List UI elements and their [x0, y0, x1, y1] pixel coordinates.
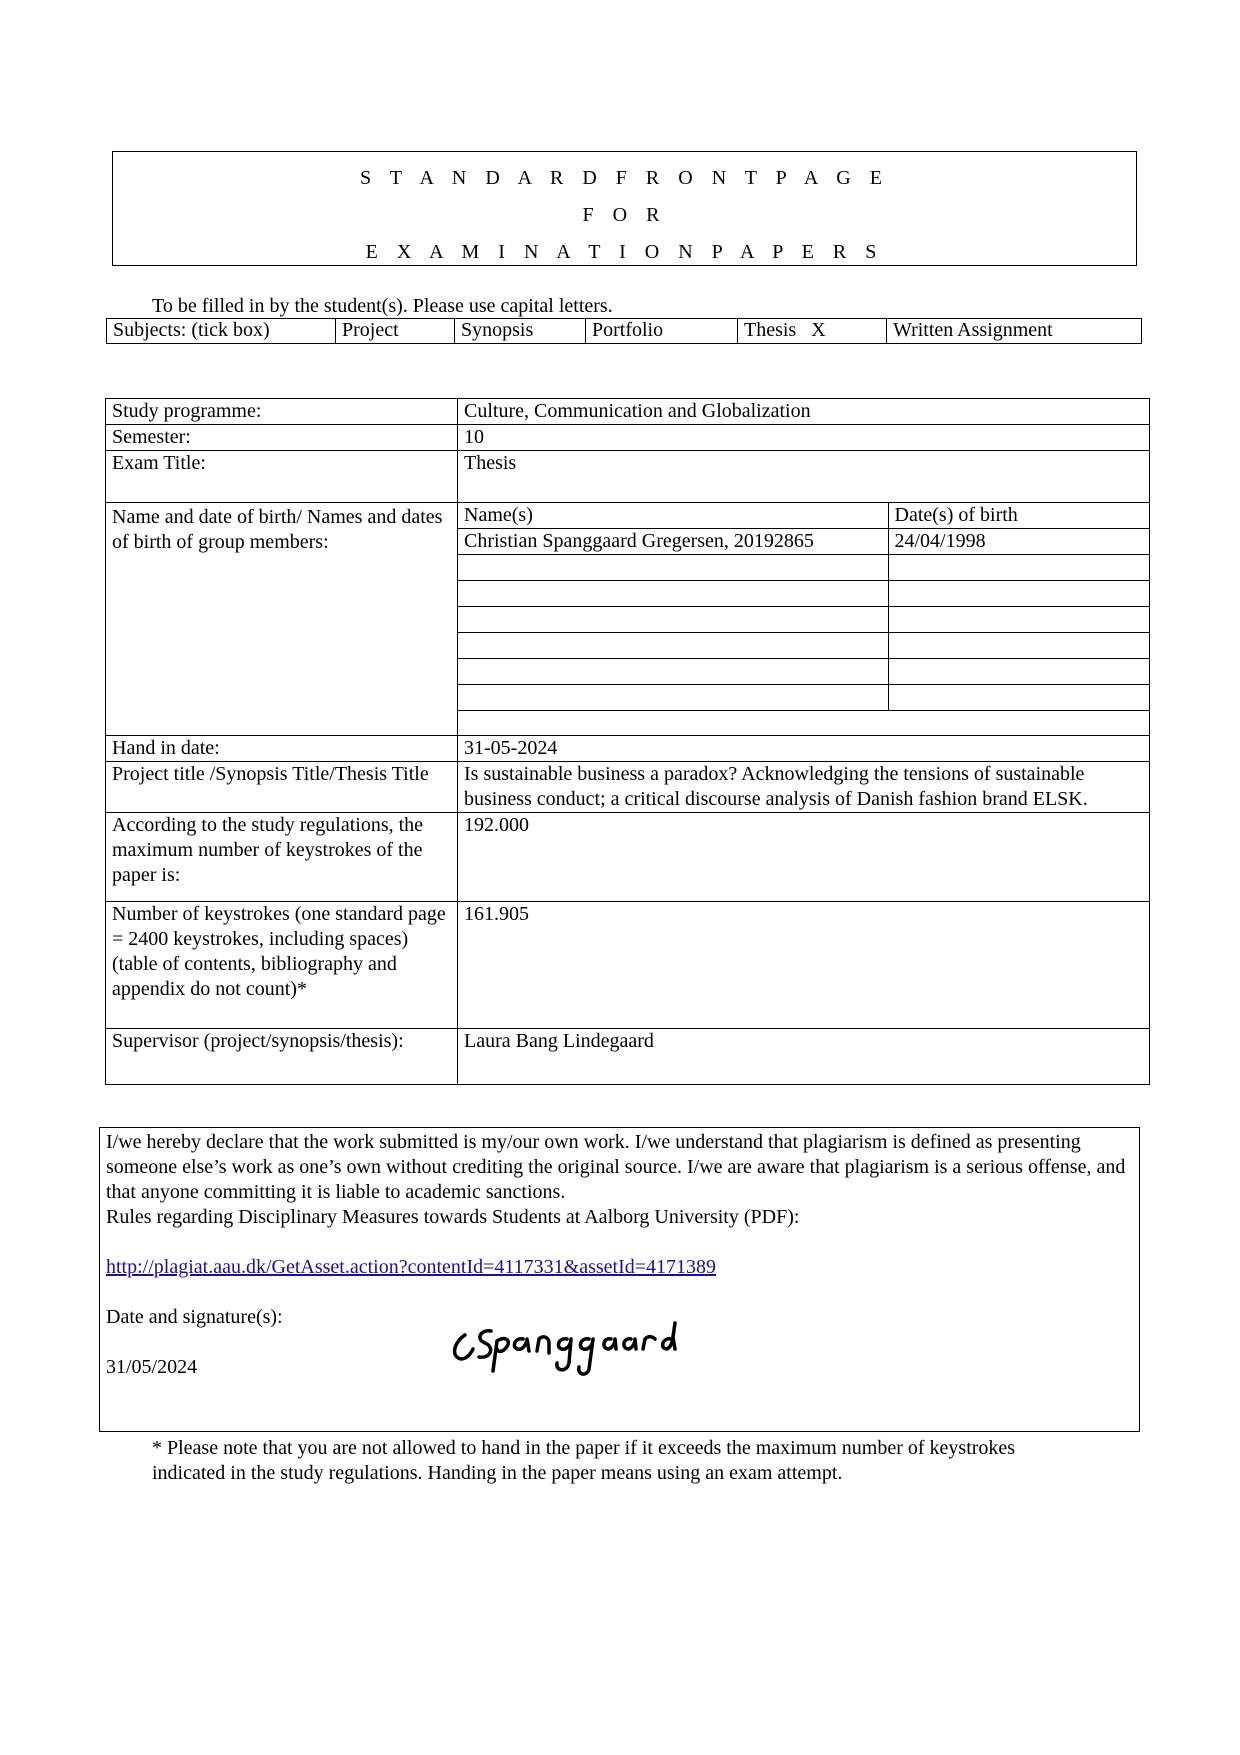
max-keystrokes-value[interactable]: 192.000 — [458, 813, 1150, 902]
max-keystrokes-label: According to the study regulations, the maximum number of keystrokes of the paper is: — [106, 813, 458, 902]
declaration-text: I/we hereby declare that the work submitted is my/our own work. I/we understand that plagiarism is defined as presenting someone else’s work as one’s own without crediting the original source. I/we are aware that plagiarism is a serious offense, and that anyone committing it is liable to academic sanctions. — [106, 1131, 1126, 1203]
declaration-box — [99, 1127, 1140, 1432]
subject-portfolio[interactable]: Portfolio — [586, 319, 738, 344]
member-name[interactable]: Christian Spanggaard Gregersen, 20192865 — [458, 529, 888, 555]
member-dob-empty[interactable] — [888, 555, 1149, 581]
header-line-2: F O R — [582, 204, 667, 226]
frontpage-header — [112, 151, 1137, 266]
semester-label: Semester: — [106, 425, 458, 451]
study-programme-value[interactable]: Culture, Communication and Globalization — [458, 399, 1150, 425]
instructions: To be filled in by the student(s). Please use capital letters. — [152, 295, 613, 317]
member-dob-empty[interactable] — [888, 607, 1149, 633]
exam-title-label: Exam Title: — [106, 451, 458, 503]
subjects-table — [106, 318, 1142, 344]
member-name-empty[interactable] — [458, 581, 888, 607]
members-spacer — [458, 711, 1149, 736]
member-dob-empty[interactable] — [888, 659, 1149, 685]
keystrokes-label: Number of keystrokes (one standard page = 2400 keystrokes, including spaces) (table of contents, bibliography and appendix do not count)* — [106, 902, 458, 1029]
subject-written-assignment[interactable]: Written Assignment — [887, 319, 1142, 344]
subjects-label: Subjects: (tick box) — [107, 319, 336, 344]
hand-in-label: Hand in date: — [106, 736, 458, 762]
footnote: * Please note that you are not allowed to hand in the paper if it exceeds the maximum number of keystrokes indicated in the study regulations. Handing in the paper means using an exam attempt. — [152, 1437, 1016, 1484]
names-col-header: Name(s) — [458, 503, 888, 529]
member-dob-empty[interactable] — [888, 633, 1149, 659]
rules-link[interactable]: http://plagiat.aau.dk/GetAsset.action?contentId=4117331&assetId=4171389 — [106, 1256, 717, 1278]
study-programme-label: Study programme: — [106, 399, 458, 425]
semester-value[interactable]: 10 — [458, 425, 1150, 451]
keystrokes-value[interactable]: 161.905 — [458, 902, 1150, 1029]
names-label: Name and date of birth/ Names and dates of birth of group members: — [106, 503, 458, 736]
exam-form-table — [105, 398, 1150, 1085]
member-name-empty[interactable] — [458, 685, 888, 711]
members-table — [458, 503, 1149, 735]
exam-title-value[interactable]: Thesis — [458, 451, 1150, 503]
member-dob-empty[interactable] — [888, 685, 1149, 711]
member-dob[interactable]: 24/04/1998 — [888, 529, 1149, 555]
supervisor-label: Supervisor (project/synopsis/thesis): — [106, 1029, 458, 1085]
supervisor-value[interactable]: Laura Bang Lindegaard — [458, 1029, 1150, 1085]
title-label: Project title /Synopsis Title/Thesis Title — [106, 762, 458, 813]
hand-in-value[interactable]: 31-05-2024 — [458, 736, 1150, 762]
rules-text: Rules regarding Disciplinary Measures towards Students at Aalborg University (PDF): — [106, 1206, 800, 1228]
member-name-empty[interactable] — [458, 659, 888, 685]
signature-image — [445, 1313, 685, 1383]
header-line-3: E X A M I N A T I O N P A P E R S — [365, 241, 884, 263]
signature-date: 31/05/2024 — [106, 1356, 198, 1378]
header-line-1: S T A N D A R D F R O N T P A G E — [360, 167, 889, 189]
title-value[interactable]: Is sustainable business a paradox? Acknowledging the tensions of sustainable business conduct; a critical discourse analysis of Danish fashion brand ELSK. — [458, 762, 1150, 813]
member-name-empty[interactable] — [458, 555, 888, 581]
members-cell — [458, 503, 1150, 736]
subject-synopsis[interactable]: Synopsis — [455, 319, 586, 344]
signature-label: Date and signature(s): — [106, 1306, 283, 1328]
subject-thesis[interactable]: Thesis X — [738, 319, 887, 344]
member-dob-empty[interactable] — [888, 581, 1149, 607]
subject-project[interactable]: Project — [336, 319, 455, 344]
member-name-empty[interactable] — [458, 633, 888, 659]
dob-col-header: Date(s) of birth — [888, 503, 1149, 529]
member-name-empty[interactable] — [458, 607, 888, 633]
